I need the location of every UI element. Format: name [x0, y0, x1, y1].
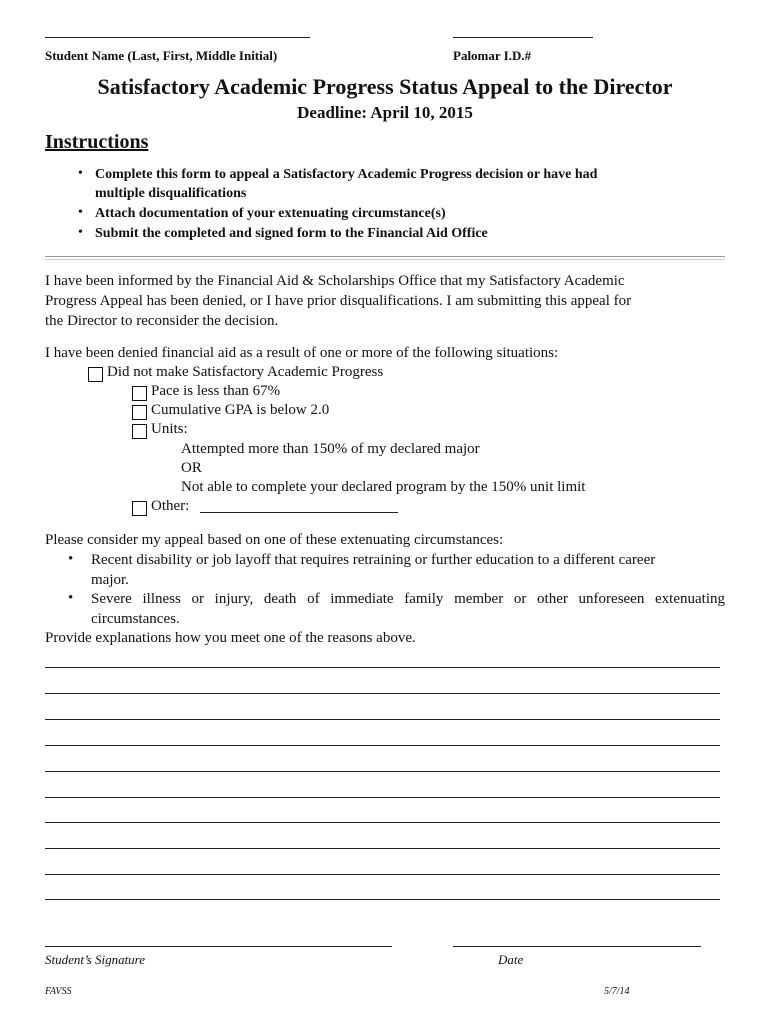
instruction-item: Complete this form to appeal a Satisfactory Academic Progress decision or have had	[95, 167, 598, 182]
sap-checkbox[interactable]	[88, 367, 103, 382]
student-name-label: Student Name (Last, First, Middle Initial)	[45, 48, 278, 63]
pace-label: Pace is less than 67%	[151, 383, 281, 399]
situations-lead: I have been denied financial aid as a result of one or more of the following situations:	[45, 345, 559, 361]
intro-line: the Director to reconsider the decision.	[45, 313, 279, 329]
gpa-label: Cumulative GPA is below 2.0	[151, 402, 330, 418]
other-label: Other:	[151, 498, 190, 514]
explanation-line[interactable]	[45, 771, 720, 772]
units-or: OR	[181, 460, 202, 476]
bullet-icon: •	[78, 205, 83, 220]
units-label: Units:	[151, 421, 188, 437]
page-title: Satisfactory Academic Progress Status Appeal to the Director	[97, 74, 673, 99]
units-checkbox[interactable]	[132, 424, 147, 439]
explanation-line[interactable]	[45, 874, 720, 875]
bullet-icon: •	[78, 166, 83, 181]
form-code: FAVSS	[45, 986, 72, 997]
explanation-line[interactable]	[45, 899, 720, 900]
provide-explanations: Provide explanations how you meet one of the reasons above.	[45, 630, 416, 646]
student-name-line[interactable]	[45, 37, 310, 38]
palomar-id-line[interactable]	[453, 37, 593, 38]
signature-line[interactable]	[45, 946, 392, 947]
instruction-item: Submit the completed and signed form to the Financial Aid Office	[95, 226, 488, 241]
deadline: Deadline: April 10, 2015	[297, 103, 473, 122]
date-label: Date	[498, 952, 524, 967]
explanation-line[interactable]	[45, 745, 720, 746]
units-option-1: Attempted more than 150% of my declared major	[181, 441, 480, 457]
pace-checkbox[interactable]	[132, 386, 147, 401]
circumstance-item-cont: circumstances.	[91, 611, 180, 627]
intro-line: I have been informed by the Financial Aid & Scholarships Office that my Satisfactory Academic	[45, 273, 625, 289]
palomar-id-label: Palomar I.D.#	[453, 48, 532, 63]
explanation-line[interactable]	[45, 848, 720, 849]
explanation-line[interactable]	[45, 719, 720, 720]
other-checkbox[interactable]	[132, 501, 147, 516]
explanation-line[interactable]	[45, 797, 720, 798]
instructions-heading: Instructions	[45, 131, 149, 153]
instruction-item: Attach documentation of your extenuating circumstance(s)	[95, 206, 446, 221]
circumstance-item: Recent disability or job layoff that requires retraining or further education to a different career	[91, 552, 656, 568]
explanation-line[interactable]	[45, 693, 720, 694]
circumstances-lead: Please consider my appeal based on one of these extenuating circumstances:	[45, 532, 504, 548]
circumstance-item: Severe illness or injury, death of immediate family member or other unforeseen extenuating	[91, 591, 725, 607]
date-line[interactable]	[453, 946, 701, 947]
student-signature-label: Student’s Signature	[45, 952, 146, 967]
gpa-checkbox[interactable]	[132, 405, 147, 420]
intro-line: Progress Appeal has been denied, or I have prior disqualifications. I am submitting this appeal for	[45, 293, 632, 309]
units-option-2: Not able to complete your declared program by the 150% unit limit	[181, 479, 586, 495]
circumstance-item-cont: major.	[91, 572, 129, 588]
instruction-item-cont: multiple disqualifications	[95, 186, 247, 201]
explanation-line[interactable]	[45, 667, 720, 668]
bullet-icon: •	[68, 551, 74, 567]
section-divider	[45, 256, 725, 260]
revision-date: 5/7/14	[604, 986, 630, 997]
bullet-icon: •	[68, 590, 74, 606]
bullet-icon: •	[78, 225, 83, 240]
explanation-line[interactable]	[45, 822, 720, 823]
sap-label: Did not make Satisfactory Academic Progress	[107, 364, 384, 380]
other-input-line[interactable]	[200, 512, 398, 513]
